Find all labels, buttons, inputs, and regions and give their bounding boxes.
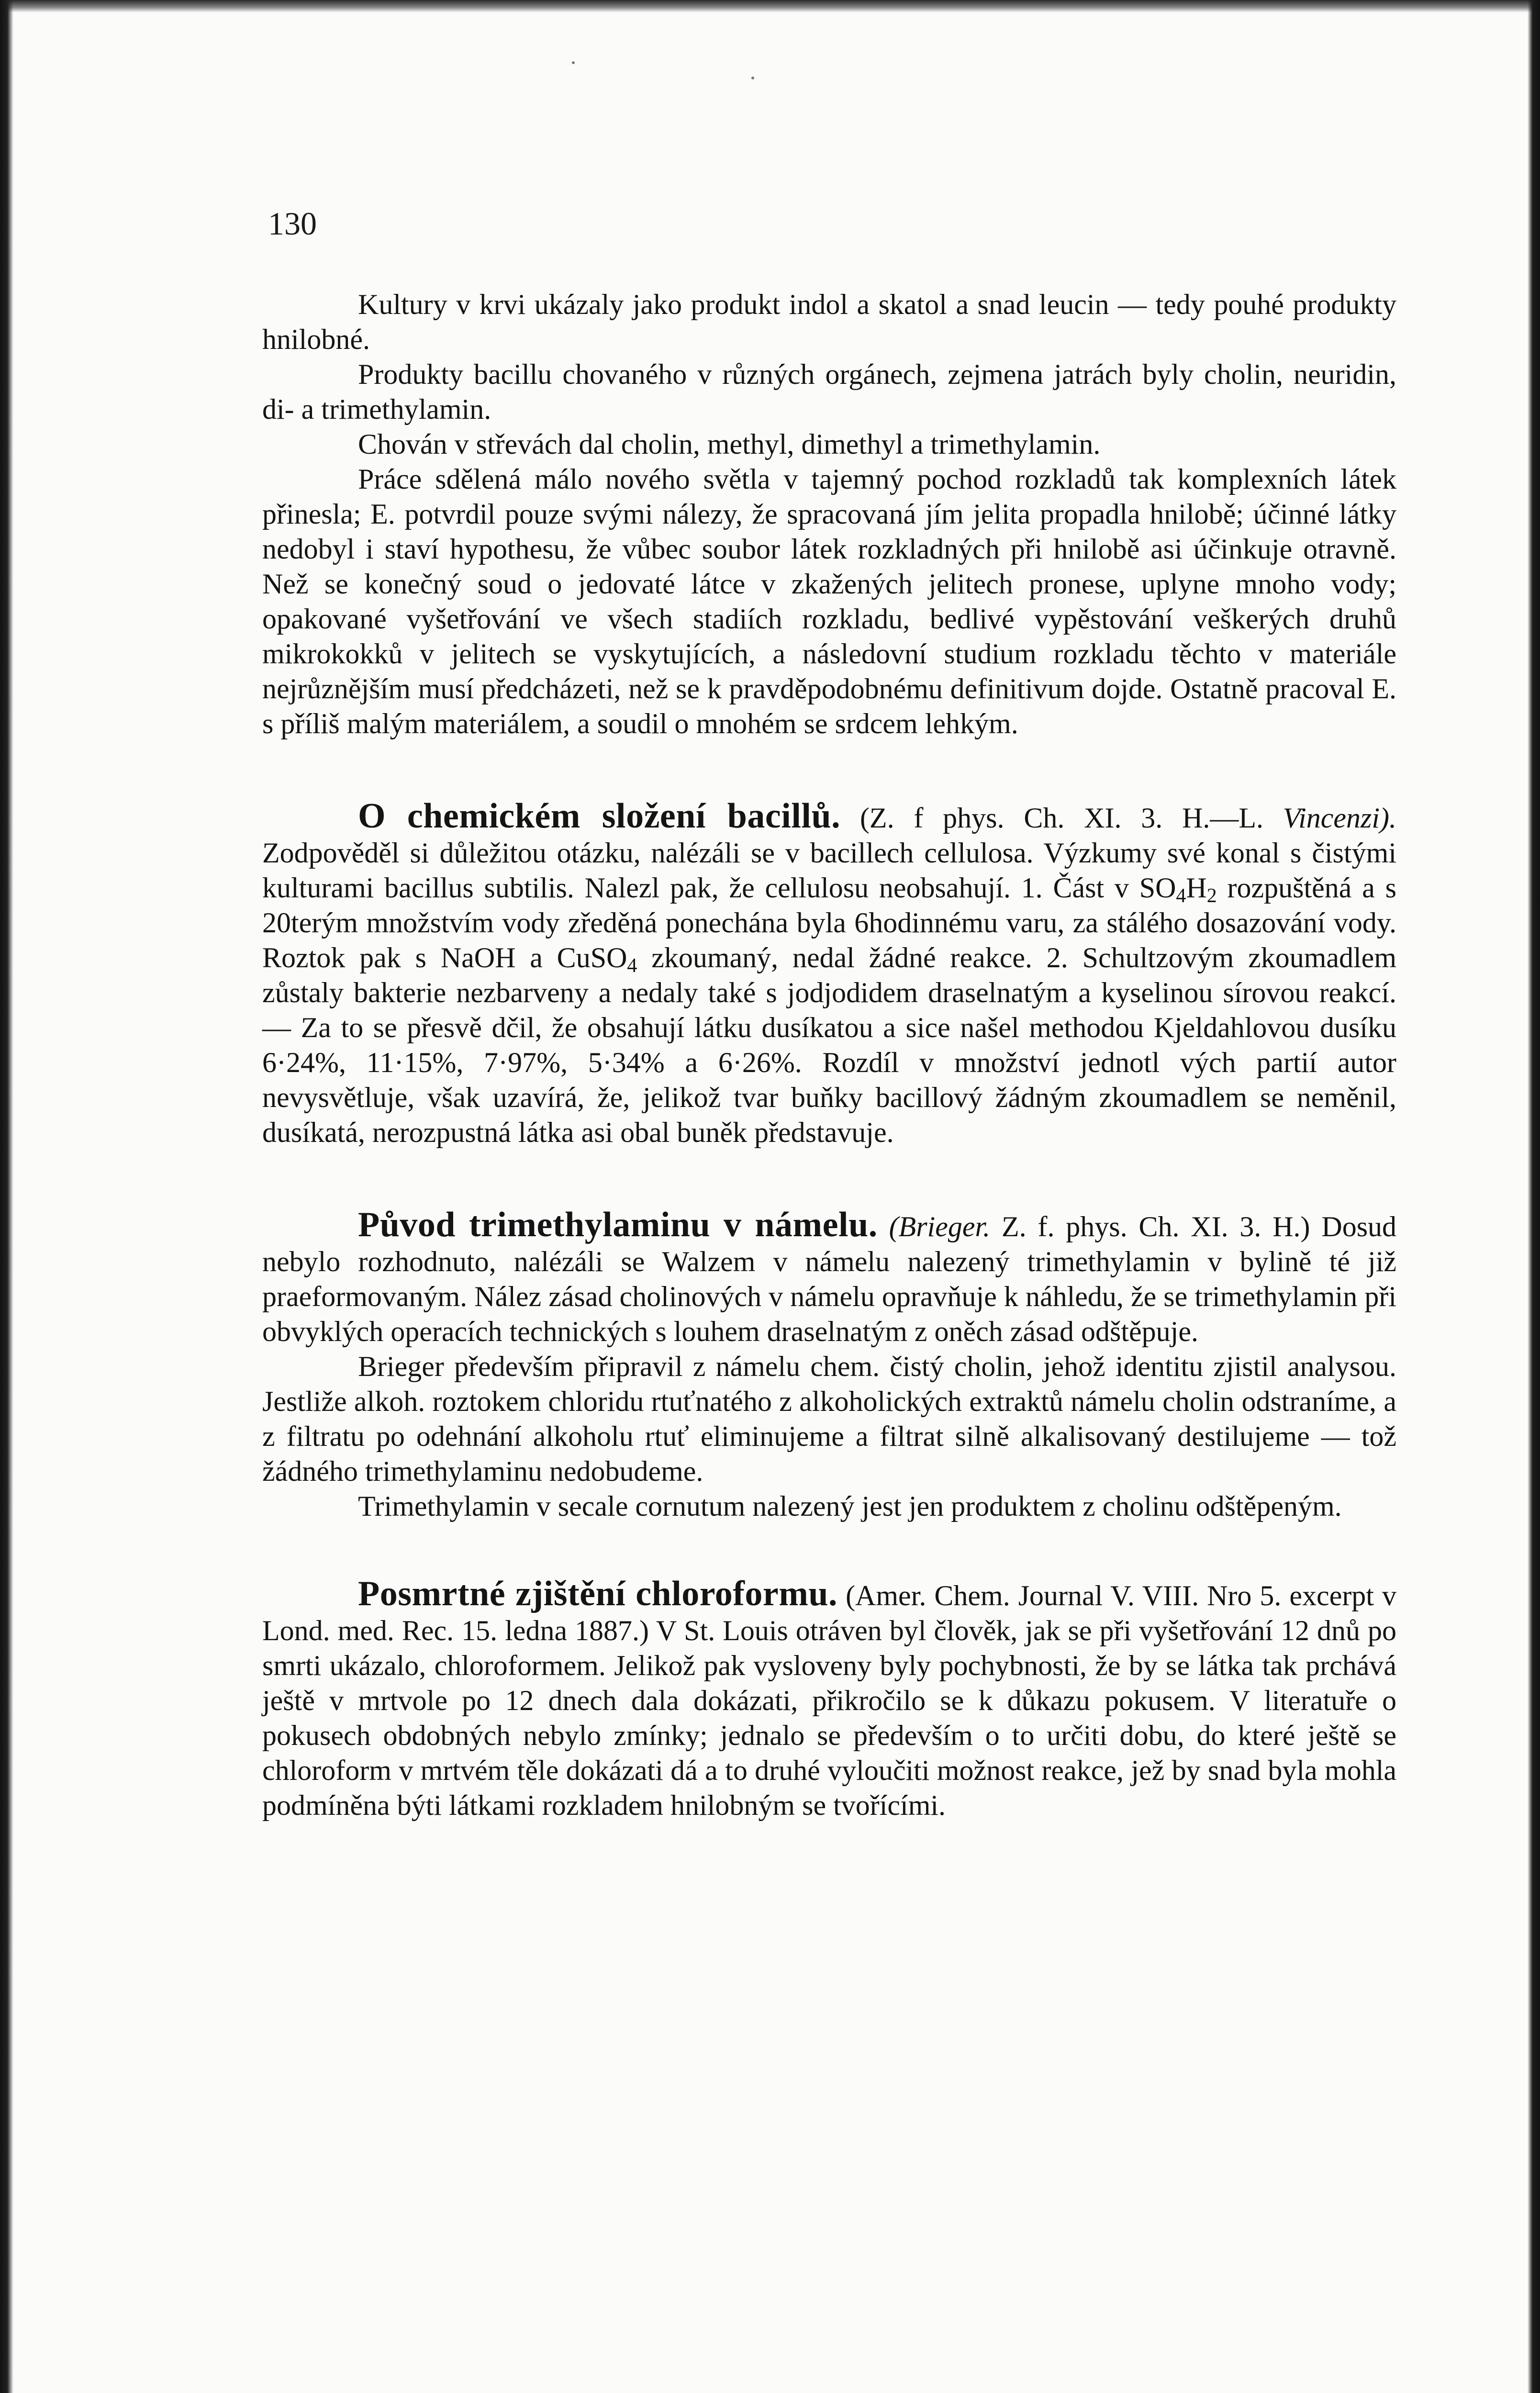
paragraph: Práce sdělená málo nového světla v tajemný pochod rozkladů tak komplexních látek přinesla; E. potvrdil pouze svými nálezy, že spracovaná jím jelita propadla hnilobě; účinné látky nedobyl i staví hypothesu, že vůbec soubor látek rozkladných při hnilobě asi účinkuje otravně. Než se konečný soud o jedovaté látce v zkažených jelitech pronese, uplyne mnoho vody; opakované vyšetřování ve všech stadiích rozkladu, bedlivé vypěstování veškerých druhů mikrokokků v jelitech se vyskytujících, a následovní studium rozkladu těchto v materiále nejrůznějším musí předcházeti, než se k pravděpodobnému definitivum dojde. Ostatně pracoval E. s příliš malým materiálem, a soudil o mnohém se srdcem lehkým. [262,463,1396,739]
body-text: rozpuštěná a s 20terým množstvím vody zředěná ponechána byla 6hodinnému varu, za stálého dosazování vody. Roztok pak s NaOH a CuSO [262,872,1397,973]
section-gap [262,1150,1396,1208]
paragraph: Produkty bacillu chovaného v různých orgánech, zejmena jatrách byly cholin, neuridin, di- a trimethylamin. [262,358,1396,425]
subscript: 2 [1206,885,1217,907]
body-text: zkoumaný, nedal žádné reakce. 2. Schultzovým zkoumadlem zůstaly bakterie nezbarveny a nedaly také s jodjodidem draselnatým a kyselinou sírovou reakcí. — Za to se přesvě dčil, že obsahují látku dusíkatou a sice našel methodou Kjeldahlovou dusíku 6·24%, 11·15%, 7·97%, 5·34% a 6·26%. Rozdíl v množství jednotl vých partií autor nevysvětluje, však uzavírá, že, jelikož tvar buňky bacillový žádným zkoumadlem se neměnil, dusíkatá, nerozpustná látka asi obal buněk představuje. [262,942,1396,1148]
subscript: 4 [1176,885,1186,907]
section-paragraph-trimethylamin [262,1205,1397,1349]
citation-author: (Brieger. [889,1211,991,1242]
article-text [262,287,1396,1823]
section-heading: O chemickém složení bacillů. [358,796,841,836]
scan-speck [751,77,754,79]
section-heading: Původ trimethylaminu v námelu. [358,1205,878,1244]
body-text: (Amer. Chem. Journal V. VIII. Nro 5. excerpt v Lond. med. Rec. 15. ledna 1887.) V St. Louis otráven byl člověk, jak se při vyšetřování 12 dnů po smrti ukázalo, chloroformem. Jelikož pak vysloveny byly pochybnosti, že by se látka tak prchává ještě v mrtvole po 12 dnech dala dokázati, přikročilo se k důkazu pokusem. V literatuře o pokusech obdobných nebylo zmínky; jednalo se především o to určiti dobu, do které ještě se chloroform v mrtvém těle dokázati dá a to druhé vyloučiti možnost reakce, jež by snad byla mohla podmíněna býti látkami rozkladem hnilobným se tvořícími. [262,1580,1396,1821]
body-text: H [1186,872,1207,904]
paragraph: Kultury v krvi ukázaly jako produkt indol a skatol a snad leucin — tedy pouhé produkty hnilobné. [262,289,1396,355]
scan-speck [572,61,575,64]
section-heading: Posmrtné zjištění chloroformu. [358,1574,838,1613]
section-paragraph-bacilli [262,796,1397,1150]
citation-author: Vincenzi). [1283,802,1397,834]
page-number: 130 [268,205,317,242]
citation: Z. f. phys. Ch. XI. 3. H.) [1002,1211,1310,1242]
scan-edge-left [0,0,13,2393]
citation: (Z. f phys. Ch. XI. 3. H.—L. [859,802,1264,834]
body-text: Zodpověděl si důležitou otázku, nalézáli se v bacillech cellulosa. Výzkumy své konal s čistými kulturami bacillus subtilis. Nalezl pak, že cellulosu neobsahují. 1. Část v SO [262,837,1396,904]
scan-edge-right [1528,0,1540,2393]
scan-edge-top [0,0,1540,12]
section-gap [262,741,1396,799]
section-gap [262,1524,1396,1577]
body-text: Dosud nebylo rozhodnuto, nalézáli se Walzem v námelu nalezený trimethylamin v bylině té již praeformovaným. Nález zásad cholinových v námelu opravňuje k náhledu, že se trimethylamin při obvyklých operacích technických s louhem draselnatým z oněch zásad odštěpuje. [262,1211,1397,1347]
paragraph: Trimethylamin v secale cornutum nalezený jest jen produktem z cholinu odštěpeným. [358,1490,1342,1522]
paragraph: Brieger především připravil z námelu chem. čistý cholin, jehož identitu zjistil analysou. Jestliže alkoh. roztokem chloridu rtuťnatého z alkoholických extraktů námelu cholin odstraníme, a z filtratu po odehnání alkoholu rtuť eliminujeme a filtrat silně alkalisovaný destilujeme — tož žádného trimethylaminu nedobudeme. [262,1351,1396,1487]
subscript: 4 [627,955,637,977]
section-paragraph-chloroform [262,1574,1396,1823]
paragraph: Chován v střevách dal cholin, methyl, dimethyl a trimethylamin. [358,428,1101,460]
